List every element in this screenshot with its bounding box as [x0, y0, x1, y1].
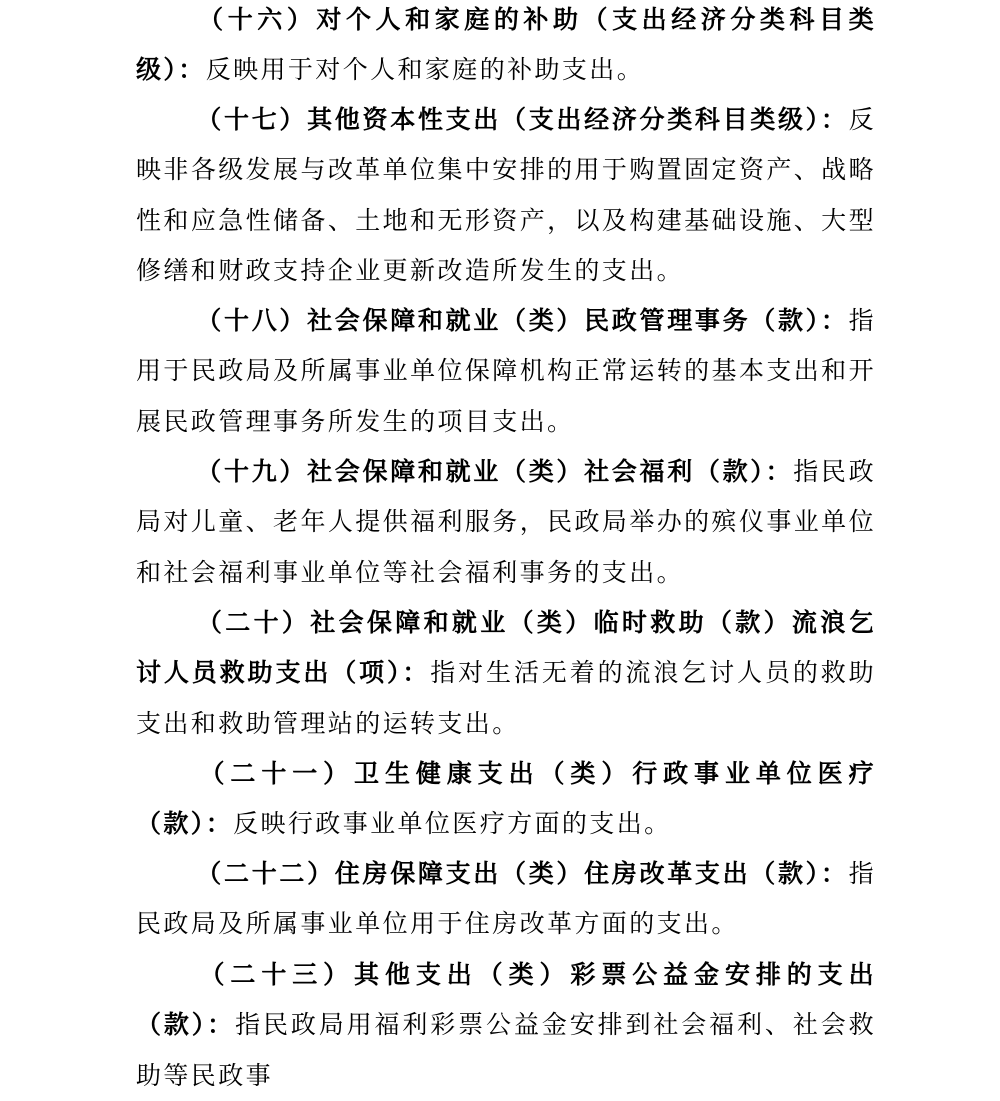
paragraph-body: 反映用于对个人和家庭的补助支出。	[205, 55, 645, 85]
paragraph-heading: （十九）社会保障和就业（类）社会福利（款）：	[196, 457, 794, 486]
paragraph-17	[136, 95, 876, 296]
paragraph-heading: （二十一）卫生健康支出（类）行政事业单位医疗（款）：	[136, 759, 876, 839]
paragraph-19	[136, 447, 876, 598]
paragraph-heading: （十七）其他资本性支出（支出经济分类科目类级）：	[196, 105, 849, 134]
paragraph-22	[136, 849, 876, 950]
paragraph-21	[136, 749, 876, 850]
paragraph-body: 反映行政事业单位医疗方面的支出。	[233, 809, 672, 839]
paragraph-body: 指民政局对儿童、老年人提供福利服务，民政局举办的殡仪事业单位和社会福利事业单位等社会福利事务的支出。	[136, 457, 876, 587]
paragraph-heading: （十八）社会保障和就业（类）民政管理事务（款）：	[196, 306, 849, 335]
paragraph-body: 反映非各级发展与改革单位集中安排的用于购置固定资产、战略性和应急性储备、土地和无形资产，以及构建基础设施、大型修缮和财政支持企业更新改造所发生的支出。	[136, 105, 876, 285]
paragraph-20	[136, 598, 876, 749]
paragraph-heading: （二十二）住房保障支出（类）住房改革支出（款）：	[196, 859, 849, 888]
paragraph-body: 指用于民政局及所属事业单位保障机构正常运转的基本支出和开展民政管理事务所发生的项目支出。	[136, 306, 876, 436]
paragraph-body: 指民政局及所属事业单位用于住房改革方面的支出。	[136, 859, 876, 939]
paragraph-23	[136, 950, 876, 1101]
paragraph-heading: （二十三）其他支出（类）彩票公益金安排的支出（款）：	[136, 960, 876, 1040]
paragraph-18	[136, 296, 876, 447]
paragraph-heading: （二十）社会保障和就业（类）临时救助（款）流浪乞讨人员救助支出（项）：	[136, 608, 876, 688]
paragraph-body: 指对生活无着的流浪乞讨人员的救助支出和救助管理站的运转支出。	[136, 658, 877, 738]
paragraph-body: 指民政局用福利彩票公益金安排到社会福利、社会救助等民政事	[136, 1010, 877, 1090]
paragraph-heading: （十六）对个人和家庭的补助（支出经济分类科目类级）：	[136, 5, 876, 85]
paragraph-16	[136, 0, 876, 96]
